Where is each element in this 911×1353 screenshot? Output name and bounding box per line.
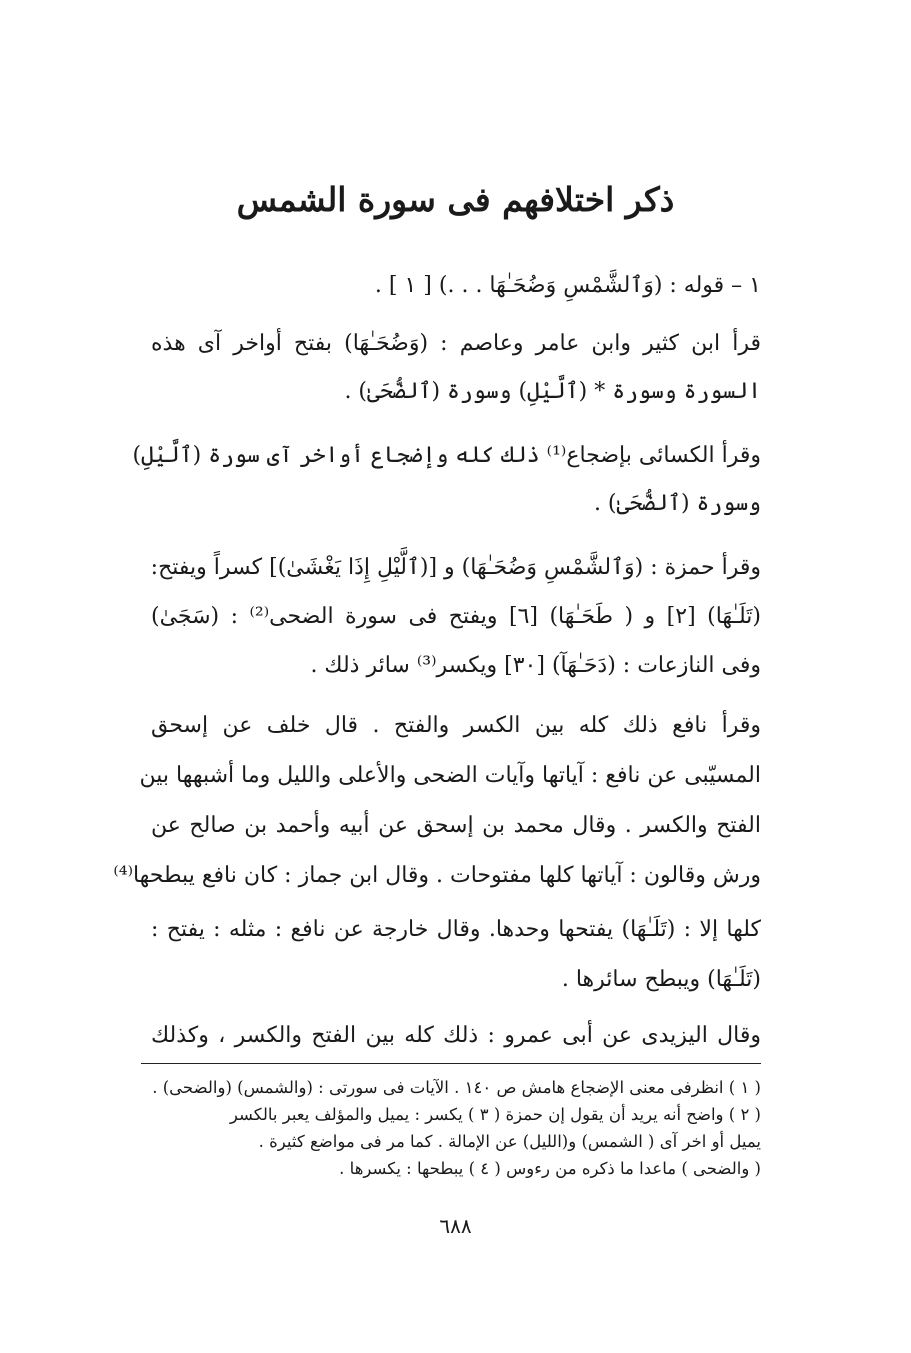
body-line: (تَلَـٰهَا) [٢] و ( طَحَـٰهَا) [٦] ويفتح فى سورة الضحى⁽²⁾ : (سَجَىٰ) — [151, 604, 761, 629]
body-line: وقرأ نافع ذلك كله بين الكسر والفتح . قال خلف عن إسحق — [151, 713, 761, 738]
footnote-separator — [141, 1063, 761, 1064]
body-line: وقرأ الكسائى بإضجاع⁽¹⁾ ذلك كله وإضجاع أواخر آى سورة (ٱلَّيْلِ) — [132, 443, 761, 468]
footnote-line: ( والضحى ) ماعدا ما ذكره من رءوس ( ٤ ) يبطحها : يكسرها . — [339, 1159, 761, 1178]
body-line: الفتح والكسر . وقال محمد بن إسحق عن أبيه وأحمد بن صالح عن — [151, 813, 761, 838]
body-line: المسيّبى عن نافع : آياتها وآيات الضحى والأعلى والليل وما أشبهها بين — [139, 763, 761, 788]
footnote-line: يميل أو اخر آى ( الشمس) و(الليل) عن الإمالة . كما مر فى مواضع كثيرة . — [258, 1132, 761, 1151]
body-line: ورش وقالون : آياتها كلها مفتوحات . وقال ابن جماز : كان نافع يبطحها⁽⁴⁾ — [113, 863, 761, 888]
footnote-line: ( ١ ) انظرفى معنى الإضجاع هامش ص ١٤٠ . الآيات فى سورتى : (والشمس) (والضحى) . — [152, 1078, 761, 1097]
body-line: السورة وسورة * (ٱلَّيْلِ) وسورة (ٱلضُّحَىٰ) . — [344, 379, 761, 404]
page-number: ٦٨٨ — [439, 1214, 472, 1238]
body-line: وقال اليزيدى عن أبى عمرو : ذلك كله بين الفتح والكسر ، وكذلك — [151, 1023, 761, 1048]
body-line: وسورة (ٱلضُّحَىٰ) . — [593, 491, 761, 516]
body-line: كلها إلا : (تَلَـٰهَا) يفتحها وحدها. وقال خارجة عن نافع : مثله : يفتح : — [151, 917, 761, 942]
body-line: وفى النازعات : (دَحَـٰهَآ) [٣٠] ويكسر⁽³⁾ سائر ذلك . — [310, 653, 761, 678]
footnote-line: ( ٢ ) واضح أنه يريد أن يقول إن حمزة ( ٣ ) يكسر : يميل والمؤلف يعبر بالكسر — [229, 1105, 761, 1124]
body-line: ١ – قوله : (وَٱلشَّمْسِ وَضُحَـٰهَا . . .) [ ١ ] . — [374, 273, 761, 298]
body-line: قرأ ابن كثير وابن عامر وعاصم : (وَضُحَـٰهَا) بفتح أواخر آى هذه — [151, 331, 761, 356]
body-line: وقرأ حمزة : (وَٱلشَّمْسِ وَضُحَـٰهَا) و [(ٱلَّيْلِ إِذَا يَغْشَىٰ)] كسراً ويفتح: — [150, 555, 761, 580]
page-title: ذكر اختلافهم فى سورة الشمس — [236, 180, 675, 219]
body-line: (تَلَـٰهَا) ويبطح سائرها . — [561, 967, 761, 992]
